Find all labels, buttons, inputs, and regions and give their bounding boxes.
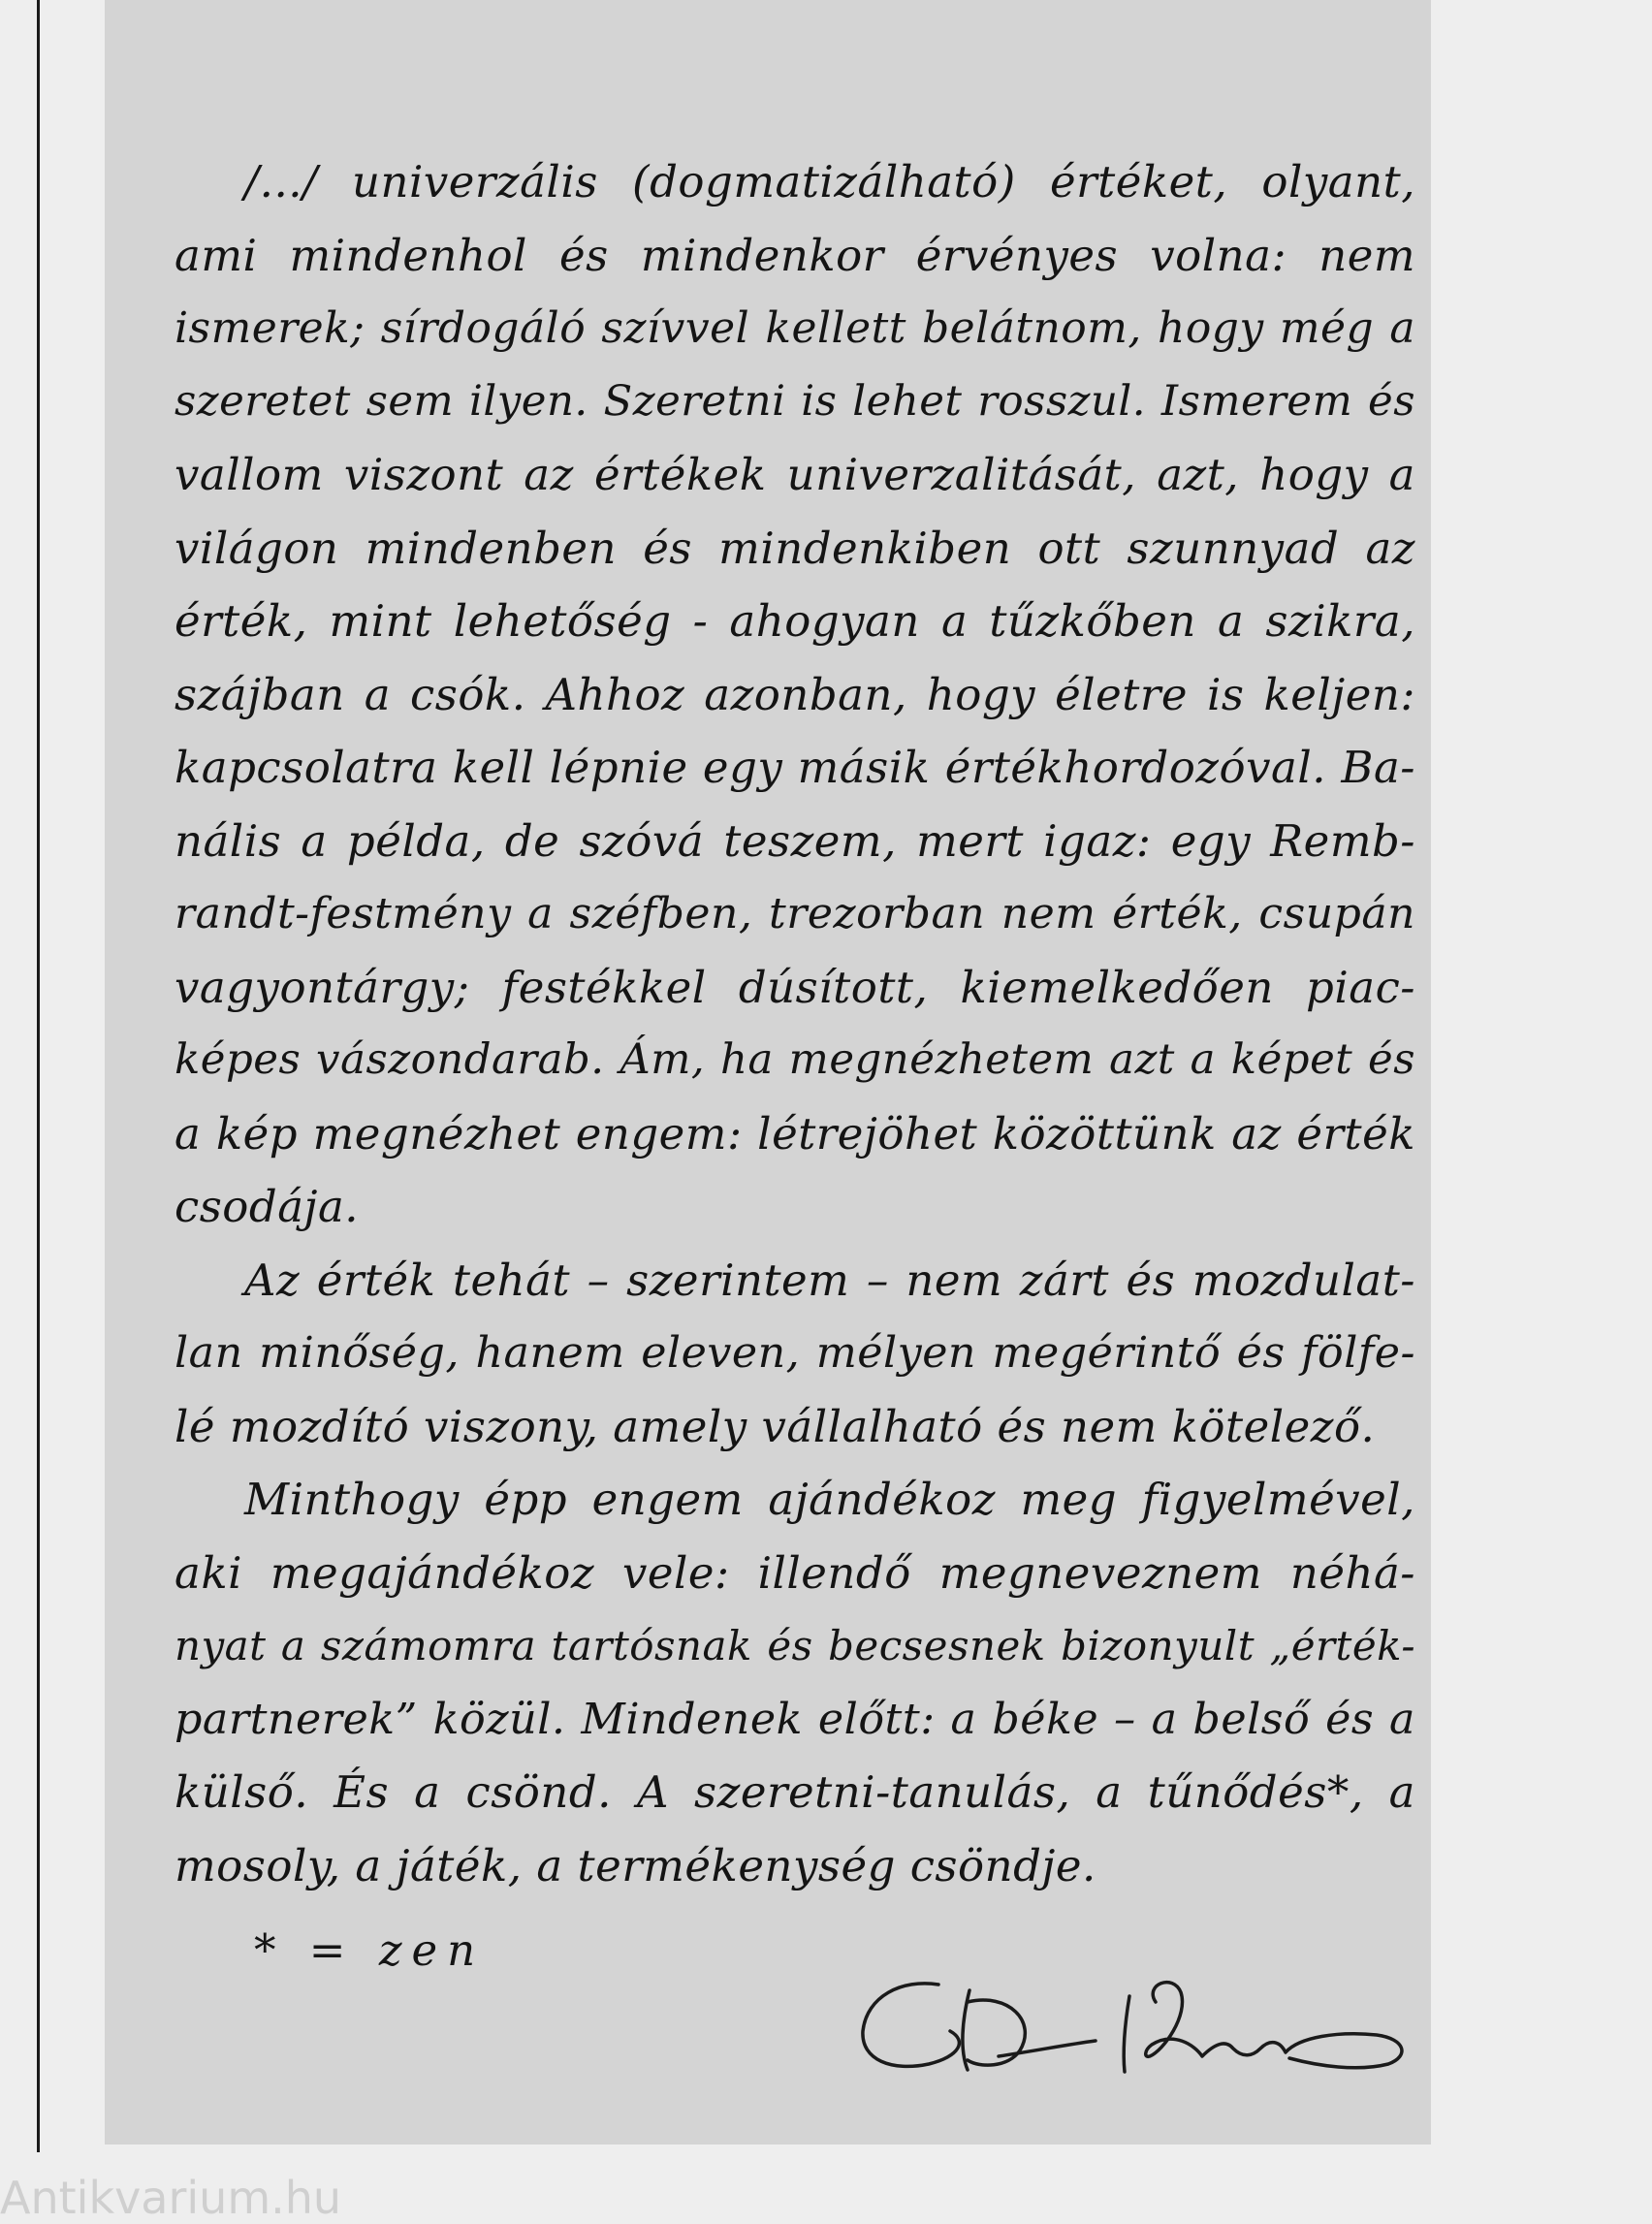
text-line: ami mindenhol és mindenkor érvényes volna: nem: [175, 229, 1415, 281]
text-line: lé mozdító viszony, amely vállalható és nem kötelező.: [175, 1400, 1376, 1452]
text-line: nyat a számomra tartósnak és becsesnek bizonyult „érték-: [175, 1622, 1415, 1669]
text-line: /.../ univerzális (dogmatizálható) értéket, olyant,: [244, 156, 1415, 207]
body-text: [175, 145, 1415, 1902]
watermark: Antikvarium.hu: [0, 2172, 342, 2224]
text-line: külső. És a csönd. A szeretni-tanulás, a tűnődés*, a: [175, 1766, 1415, 1818]
text-line: aki megajándékoz vele: illendő megneveznem néhá-: [175, 1546, 1415, 1599]
text-line: szeretet sem ilyen. Szeretni is lehet rosszul. Ismerem és: [175, 376, 1415, 426]
text-line: világon mindenben és mindenkiben ott szunnyad az: [175, 522, 1415, 574]
text-line: lan minőség, hanem eleven, mélyen megérintő és fölfe-: [175, 1328, 1415, 1378]
text-line: nális a példa, de szóvá teszem, mert igaz: egy Remb-: [175, 814, 1415, 867]
text-line: randt-festmény a széfben, trezorban nem érték, csupán: [175, 889, 1415, 938]
text-line: ismerek; sírdogáló szívvel kellett belátnom, hogy még a: [175, 303, 1415, 353]
text-line: Az érték tehát – szerintem – nem zárt és mozdulat-: [244, 1254, 1415, 1306]
text-line: mosoly, a játék, a termékenység csöndje.: [175, 1839, 1096, 1891]
text-line: érték, mint lehetőség - ahogyan a tűzkőben a szikra,: [175, 595, 1415, 647]
text-line: csodája.: [175, 1181, 360, 1232]
text-line: kapcsolatra kell lépnie egy másik értékhordozóval. Ba-: [175, 742, 1415, 793]
text-line: a kép megnézhet engem: létrejöhet közöttünk az érték: [175, 1107, 1415, 1160]
text-line: partnerek” közül. Mindenek előtt: a béke – a belső és a: [175, 1694, 1415, 1744]
text-line: vagyontárgy; festékkel dúsított, kiemelkedően piac-: [175, 961, 1415, 1013]
left-margin-rule: [37, 0, 40, 2152]
footnote: * = zen: [254, 1924, 486, 1976]
text-line: Minthogy épp engem ajándékoz meg figyelmével,: [244, 1474, 1415, 1525]
handwritten-signature: [853, 1963, 1415, 2089]
text-line: szájban a csók. Ahhoz azonban, hogy életre is keljen:: [175, 668, 1415, 720]
text-line: képes vászondarab. Ám, ha megnézhetem azt a képet és: [175, 1035, 1415, 1084]
text-line: vallom viszont az értékek univerzalitását, azt, hogy a: [175, 449, 1415, 500]
